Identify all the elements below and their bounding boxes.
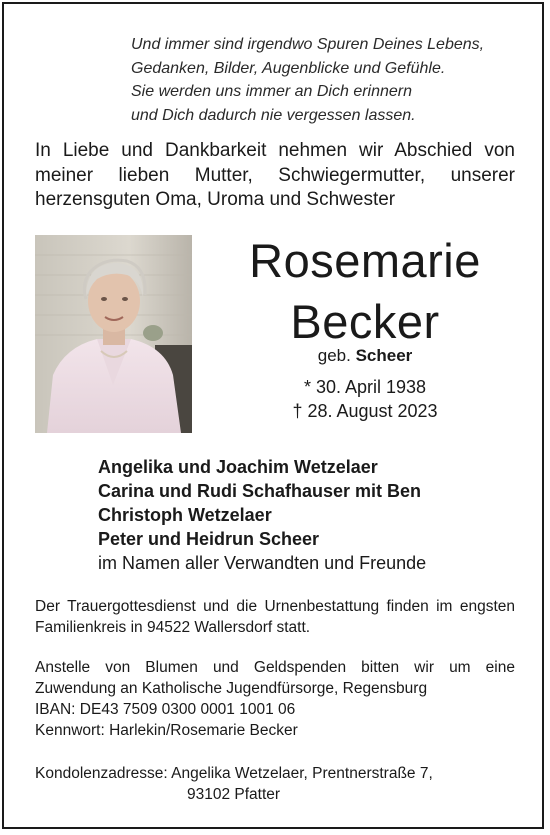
mourners-list <box>98 455 426 575</box>
condolence-line: Kondolenzadresse: Angelika Wetzelaer, Prentnerstraße 7, <box>35 765 433 782</box>
relatives-line: im Namen aller Verwandten und Freunde <box>98 553 427 573</box>
portrait-image <box>35 235 192 433</box>
iban: IBAN: DE43 7509 0300 0001 1001 06 <box>35 701 296 718</box>
donation-line: Zuwendung an Katholische Jugendfürsorge, Regensburg <box>35 680 428 697</box>
maiden-name: Scheer <box>355 346 413 365</box>
donation-line: Anstelle von Blumen und Geldspenden bitten wir um eine <box>35 659 515 676</box>
donation-keyword: Kennwort: Harlekin/Rosemarie Becker <box>35 722 298 739</box>
poem-line: Sie werden uns immer an Dich erinnern <box>131 83 413 100</box>
memorial-poem <box>131 33 484 127</box>
birth-date: * 30. April 1938 <box>303 377 427 397</box>
mourner-family: Peter und Heidrun Scheer <box>98 529 320 549</box>
funeral-service-notice: Der Trauergottesdienst und die Urnenbestattung finden im engsten Familienkreis in 94522 Wallersdorf statt. <box>35 598 515 636</box>
deceased-first-name: Rosemarie <box>249 234 481 287</box>
death-date: † 28. August 2023 <box>292 401 438 421</box>
poem-line: und Dich dadurch nie vergessen lassen. <box>131 106 416 124</box>
mourner-family: Carina und Rudi Schafhauser mit Ben <box>98 481 422 501</box>
mourner-family: Christoph Wetzelaer <box>98 505 272 525</box>
poem-line: Gedanken, Bilder, Augenblicke und Gefühle. <box>131 59 446 77</box>
donation-notice <box>35 657 515 741</box>
condolence-city: 93102 Pfatter <box>187 786 281 803</box>
portrait-photo <box>35 235 192 433</box>
maiden-name-line <box>210 346 520 366</box>
condolence-address <box>35 763 433 805</box>
mourner-family: Angelika und Joachim Wetzelaer <box>98 457 378 477</box>
nee-prefix: geb. <box>317 346 351 365</box>
farewell-intro: In Liebe und Dankbarkeit nehmen wir Abschied von meiner lieben Mutter, Schwiegermutter, unserer herzensguten Oma, Uroma und Schwester <box>35 140 515 210</box>
deceased-last-name: Becker <box>290 295 440 348</box>
poem-line: Und immer sind irgendwo Spuren Deines Lebens, <box>131 36 485 53</box>
